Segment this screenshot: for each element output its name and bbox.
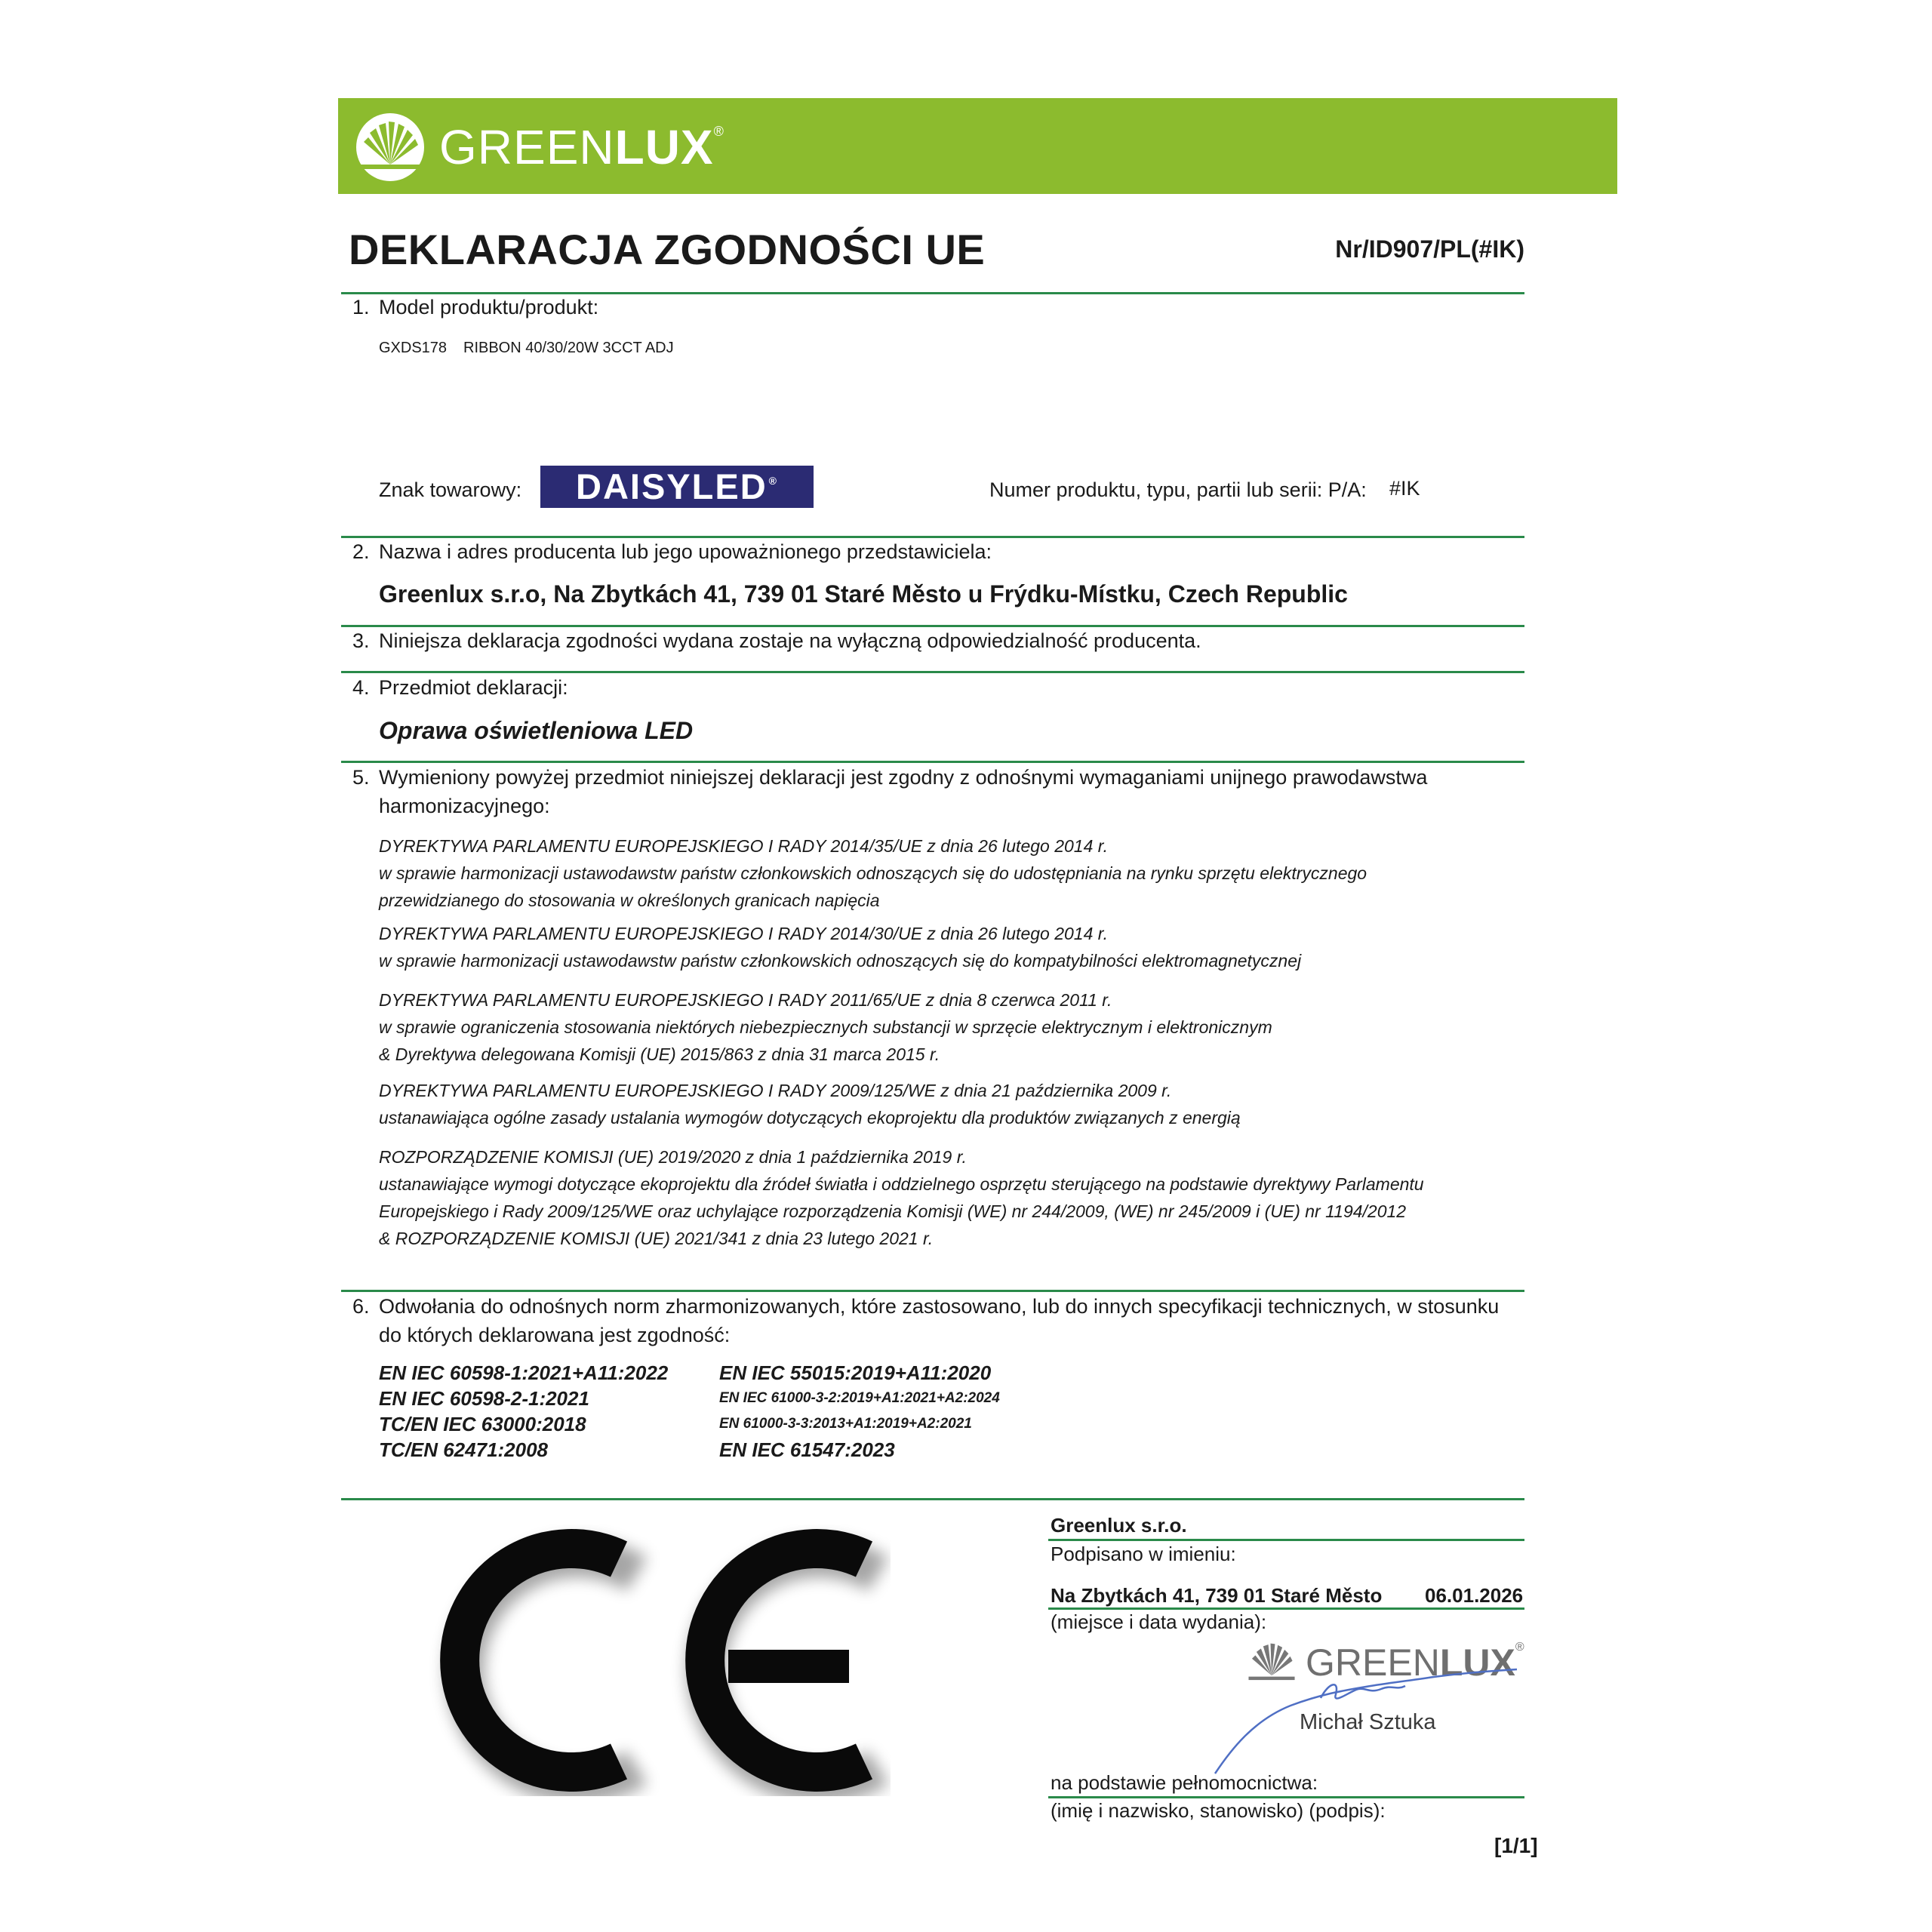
section-label-continued: harmonizacyjnego: xyxy=(379,795,550,817)
place-date-label: (miejsce i data wydania): xyxy=(1051,1611,1267,1633)
divider xyxy=(341,1290,1524,1292)
section-label: Model produktu/produkt: xyxy=(379,296,599,318)
section-number: 2. xyxy=(352,540,370,563)
section-label: Niniejsza deklaracja zgodności wydana zostaje na wyłączną odpowiedzialność producenta. xyxy=(379,629,1201,652)
signer-name: Michał Sztuka xyxy=(1300,1710,1436,1734)
ce-mark-icon xyxy=(423,1524,891,1796)
stamp-brand: GREENLUX® xyxy=(1306,1641,1524,1684)
divider xyxy=(341,536,1524,538)
section-number: 3. xyxy=(352,629,370,652)
directive-2014-30: DYREKTYWA PARLAMENTU EUROPEJSKIEGO I RADY 2014/30/UE z dnia 26 lutego 2014 r. w sprawie harmonizacji ustawodawstw państw członkowskich odnoszących się do kompatybilności elektromagnetycznej xyxy=(379,924,1302,971)
daisyled-logo: DAISYLED ® xyxy=(540,466,814,508)
brand-name: GREENLUX® xyxy=(439,120,724,174)
product-number-label: Numer produktu, typu, partii lub serii: P/A: xyxy=(989,478,1367,501)
standard-item: TC/EN IEC 63000:2018 xyxy=(379,1413,586,1435)
standard-item: EN IEC 61000-3-2:2019+A1:2021+A2:2024 xyxy=(719,1390,1000,1406)
section-number: 5. xyxy=(352,766,370,789)
signature-place: Na Zbytkách 41, 739 01 Staré Město xyxy=(1051,1584,1383,1607)
sunburst-logo-icon xyxy=(355,112,426,183)
authorization-label: na podstawie pełnomocnictwa: xyxy=(1051,1771,1318,1794)
model-name: RIBBON 40/30/20W 3CCT ADJ xyxy=(463,340,674,356)
section-label: Nazwa i adres producenta lub jego upoważnionego przedstawiciela: xyxy=(379,540,992,563)
directive-2014-35: DYREKTYWA PARLAMENTU EUROPEJSKIEGO I RADY 2014/35/UE z dnia 26 lutego 2014 r. w sprawie harmonizacji ustawodawstw państw członkowskich odnoszących się do udostępniania na rynku sprzętu elektrycznego przewidzianego do stosowania w określonych granicach napięcia xyxy=(379,836,1367,910)
signature-company: Greenlux s.r.o. xyxy=(1051,1514,1187,1537)
standard-item: TC/EN 62471:2008 xyxy=(379,1438,549,1461)
document-number: Nr/ID907/PL(#IK) xyxy=(1335,235,1524,263)
section-label: Przedmiot deklaracji: xyxy=(379,676,568,699)
page-number: [1/1] xyxy=(1494,1834,1538,1857)
signature-divider xyxy=(1048,1796,1524,1798)
section-number: 1. xyxy=(352,296,370,318)
declaration-subject: Oprawa oświetleniowa LED xyxy=(379,717,694,744)
section-number: 4. xyxy=(352,676,370,699)
handwritten-signature xyxy=(1208,1660,1524,1781)
signature-divider xyxy=(1048,1607,1524,1610)
standard-item: EN 61000-3-3:2013+A1:2019+A2:2021 xyxy=(719,1416,972,1432)
header-banner xyxy=(338,98,1617,194)
greenlux-logo xyxy=(355,112,724,183)
divider xyxy=(341,625,1524,627)
standard-item: EN IEC 60598-2-1:2021 xyxy=(379,1387,589,1410)
directive-2009-125: DYREKTYWA PARLAMENTU EUROPEJSKIEGO I RADY 2009/125/WE z dnia 21 października 2009 r. ustanawiająca ogólne zasady ustalania wymogów dotyczących ekoprojektu dla produktów związanych z energią xyxy=(379,1081,1241,1128)
page-title: DEKLARACJA ZGODNOŚCI UE xyxy=(349,226,986,273)
section-label-continued: do których deklarowana jest zgodność: xyxy=(379,1324,731,1346)
signature-divider xyxy=(1048,1539,1524,1541)
divider xyxy=(341,671,1524,673)
regulation-2019-2020: ROZPORZĄDZENIE KOMISJI (UE) 2019/2020 z dnia 1 października 2019 r. ustanawiające wymogi dotyczące ekoprojektu dla źródeł światła i oddzielnego osprzętu sterującego na podstawie dyrektywy Parlamentu Europejskiego i Rady 2009/125/WE oraz uchylające rozporządzenia Komisji (WE) nr 244/2009, (WE) nr 245/2009 i (UE) nr 1194/2012 & ROZPORZĄDZENIE KOMISJI (UE) 2021/341 z dnia 23 lutego 2021 r. xyxy=(379,1147,1424,1248)
name-position-label: (imię i nazwisko, stanowisko) (podpis): xyxy=(1051,1799,1386,1822)
standard-item: EN IEC 55015:2019+A11:2020 xyxy=(719,1361,992,1384)
section-label: Odwołania do odnośnych norm zharmonizowanych, które zastosowano, lub do innych specyfikacji technicznych, w stosunku xyxy=(379,1295,1500,1318)
standard-item: EN IEC 61547:2023 xyxy=(719,1438,895,1461)
trademark-label: Znak towarowy: xyxy=(379,478,522,501)
divider xyxy=(341,761,1524,763)
section-label: Wymieniony powyżej przedmiot niniejszej deklaracji jest zgodny z odnośnymi wymaganiami unijnego prawodawstwa xyxy=(379,766,1428,789)
divider xyxy=(341,1498,1524,1500)
signature-date: 06.01.2026 xyxy=(1425,1584,1524,1607)
product-number-value: #IK xyxy=(1389,477,1420,500)
model-code: GXDS178 xyxy=(379,340,448,356)
signed-on-behalf-label: Podpisano w imieniu: xyxy=(1051,1543,1236,1565)
directive-2011-65: DYREKTYWA PARLAMENTU EUROPEJSKIEGO I RADY 2011/65/UE z dnia 8 czerwca 2011 r. w sprawie ograniczenia stosowania niektórych niebezpiecznych substancji w sprzęcie elektrycznym i elektronicznym & Dyrektywa delegowana Komisji (UE) 2015/863 z dnia 31 marca 2015 r. xyxy=(379,990,1272,1064)
divider xyxy=(341,292,1524,294)
section-number: 6. xyxy=(352,1295,370,1318)
standard-item: EN IEC 60598-1:2021+A11:2022 xyxy=(379,1361,669,1384)
producer-address: Greenlux s.r.o, Na Zbytkách 41, 739 01 Staré Město u Frýdku-Místku, Czech Republic xyxy=(379,580,1348,608)
